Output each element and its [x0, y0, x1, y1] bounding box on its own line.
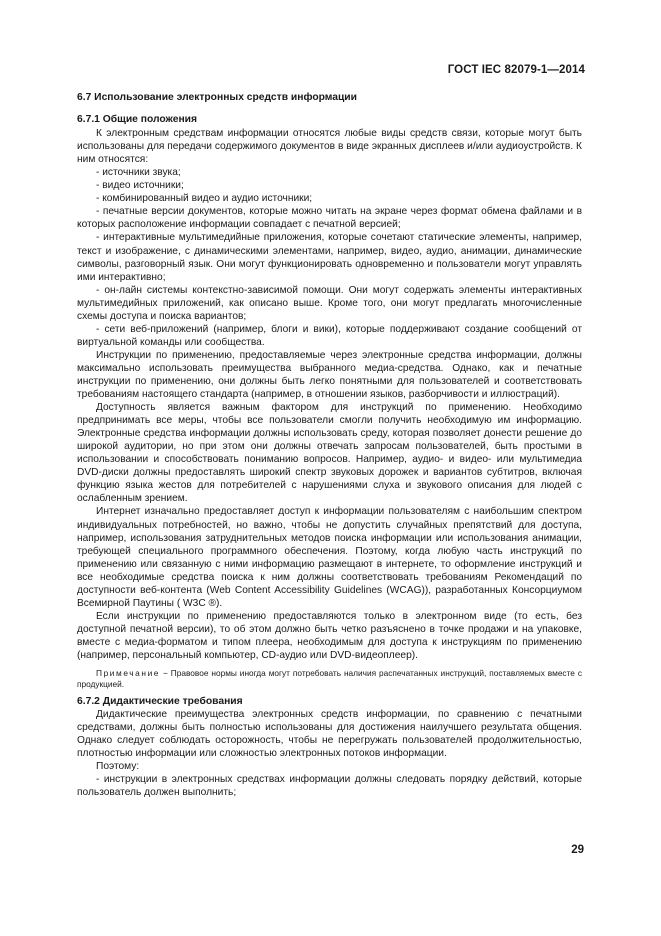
list-item: - видео источники; [96, 180, 184, 192]
content [77, 91, 582, 799]
page-number: 29 [571, 844, 584, 856]
note-label: Примечание [96, 668, 161, 679]
standard-header: ГОСТ IEC 82079-1—2014 [447, 64, 585, 76]
paragraph-therefore: Поэтому: [96, 761, 140, 773]
paragraph: Дидактические преимущества электронных средств информации, по сравнению с печатными средствами, должны быть полностью использованы для достижения наилучшего результата общения. Однако следует соблюдать осторожность, чтобы не перегружать пользователей продолжительностью, плотностью информации или сложностью электронных потоков информации. [77, 709, 582, 760]
list-item: - сети веб-приложений (например, блоги и вики), которые поддерживают создание сообщений от виртуальной команды или сообщества. [77, 323, 582, 348]
list-item: - он-лайн системы контекстно-зависимой помощи. Они могут содержать элементы интерактивных мультимедийных приложений, как описано выше. Кроме того, они могут предлагать многочисленные схемы доступа и поиска вариантов; [77, 284, 582, 322]
paragraph: Доступность является важным фактором для инструкций по применению. Необходимо предпринимать все меры, чтобы все пользователи смогли получить необходимую им информацию. Электронные средства информации должны использовать среду, которая позволяет донести решение до широкой аудитории, но при этом они должны отвечать запросам пользователей, быть простыми в использовании и способствовать пониманию вопросов. Например, аудио- и видео- или мультимедиа DVD-диски должны предоставлять широкий спектр звуковых дорожек и вариантов субтитров, включая функцию языка жестов для потребителей с нарушениями слуха и звукового описания для людей с ослабленным зрением. [77, 402, 582, 505]
list-item: - источники звука; [96, 167, 181, 179]
section-title: 6.7 Использование электронных средств информации [77, 92, 357, 103]
list-item: - интерактивные мультимедийные приложения, которые сочетают статические элементы, например, текст и изображение, с динамическими элементами, например, видео, аудио, анимации, динамические символы, разговорный язык. Они могут функционировать одновременно и пользователи могут управлять ими интерактивно; [77, 232, 582, 283]
list-item: - инструкции в электронных средствах информации должны следовать порядку действий, которые пользователь должен выполнить; [77, 774, 582, 799]
paragraph: Инструкции по применению, предоставляемые через электронные средства информации, должны максимально использовать преимущества выбранного медиа-средства. Однако, как и печатные инструкции по применению, они должны быть легко понятными для пользователей и соответствовать требованиям настоящего стандарта (например, в отношении языков, разборчивости и иллюстраций). [77, 349, 582, 401]
subsection-title-didactic: 6.7.2 Дидактические требования [77, 696, 243, 708]
paragraph: Интернет изначально предоставляет доступ к информации пользователям с наибольшим спектром индивидуальных потребностей, но важно, чтобы не допустить случайных препятствий для доступа, например, использования затруднительных методов поиска информации или использования анимации, требующей специального программного обеспечения. Поэтому, когда любую часть инструкций по применению или связанную с ними информацию размещают в интернете, то оформление инструкций и все необходимые средства поиска к ним должны соответствовать требованиям Рекомендаций по доступности веб-контента (Web Content Accessibility Guidelines (WCAG)), разработанных Консорциумом Всемирной Паутины ( W3C ®). [77, 506, 582, 609]
paragraph-intro: К электронным средствам информации относятся любые виды средств связи, которые могут быть использованы для передачи содержимого документов в виде экранных дисплеев и/или аудиоустройств. К ним относятся: [77, 128, 582, 166]
list-item: - печатные версии документов, которые можно читать на экране через формат обмена файлами и в которых расположение информации совпадает с печатной версией; [77, 206, 582, 231]
paragraph: Если инструкции по применению предоставляются только в электронном виде (то есть, без доступной печатной версии), то об этом должно быть четко разъяснено в точке продажи и на упаковке, вместе с медиа-форматом и типом плеера, необходимым для доступа к инструкциям по применению (например, персональный компьютер, CD-аудио или DVD-видеоплеер). [77, 610, 582, 661]
note-text: − Правовое нормы иногда могут потребовать наличия распечатанных инструкций, поставляемых вместе с продукцией. [77, 668, 582, 690]
list-item: - комбинированный видео и аудио источники; [96, 193, 313, 205]
subsection-title-general: 6.7.1 Общие положения [77, 114, 197, 126]
note [77, 668, 582, 690]
